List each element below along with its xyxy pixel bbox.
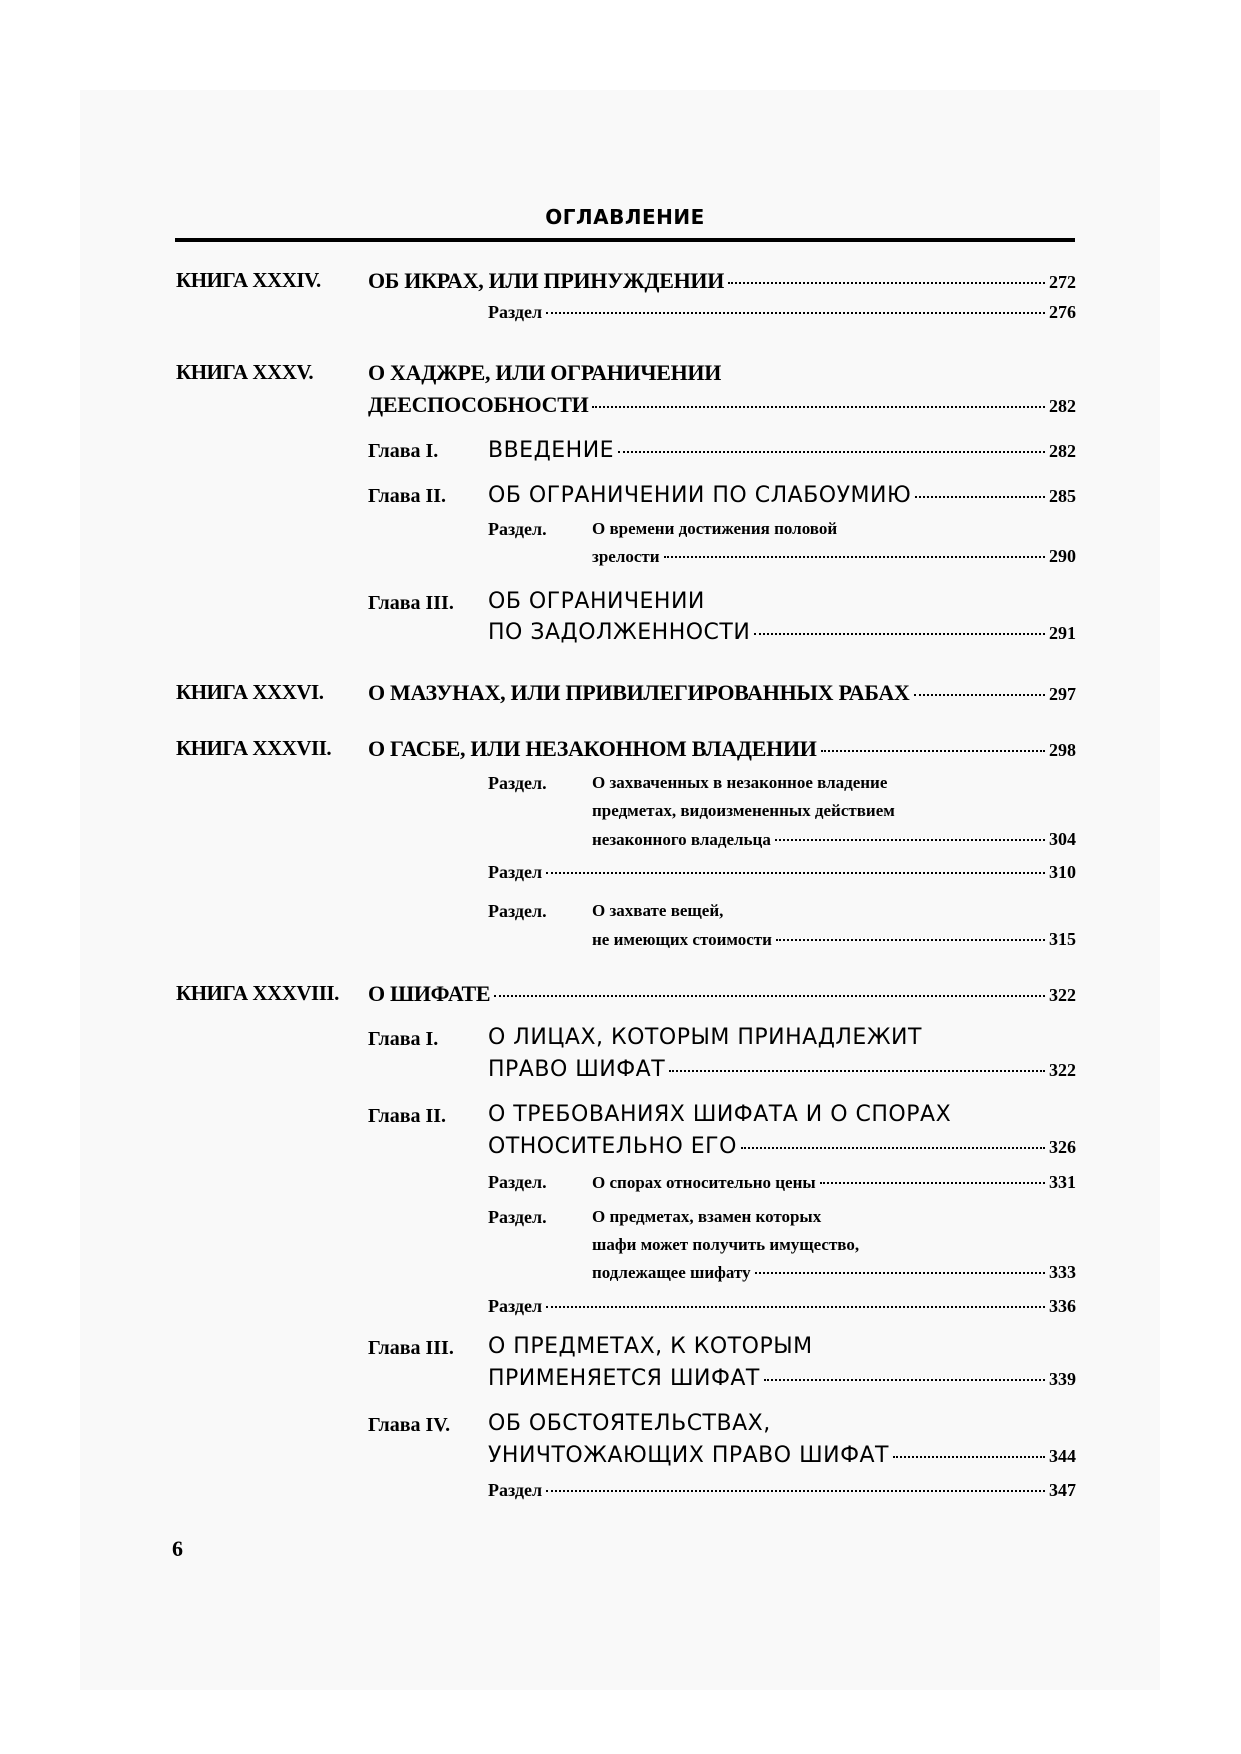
toc-entry: зрелости 290 [592,546,1076,566]
book-label: КНИГА XXXVII. [176,736,332,760]
toc-entry: О ГАСБЕ, ИЛИ НЕЗАКОННОМ ВЛАДЕНИИ 298 [368,736,1076,761]
chapter-label: Глава I. [368,1028,439,1050]
book-label: КНИГА XXXVIII. [176,981,339,1005]
toc-entry: незаконного владельца 304 [592,829,1076,849]
chapter-label: Глава III. [368,1337,454,1359]
toc-entry: О ШИФАТЕ 322 [368,981,1076,1006]
book-label: КНИГА XXXIV. [176,268,321,292]
toc-entry: ВВЕДЕНИЕ 282 [488,438,1076,463]
chapter-label: Глава III. [368,592,454,614]
toc-entry: Раздел 276 [488,302,1076,322]
toc-entry: Раздел 310 [488,862,1076,882]
toc-entry: подлежащее шифату 333 [592,1262,1076,1282]
chapter-label: Глава IV. [368,1414,451,1436]
book-label: КНИГА XXXV. [176,360,314,384]
toc-entry: Раздел 347 [488,1480,1076,1500]
toc-entry: ДЕЕСПОСОБНОСТИ 282 [368,392,1076,417]
section-label: Раздел. [488,519,547,539]
page-title: ОГЛАВЛЕНИЕ [545,205,705,229]
chapter-label: Глава II. [368,1105,447,1127]
toc-entry: УНИЧТОЖАЮЩИХ ПРАВО ШИФАТ 344 [488,1443,1076,1468]
toc-entry: ПРИМЕНЯЕТСЯ ШИФАТ 339 [488,1366,1076,1391]
book-label: КНИГА XXXVI. [176,680,324,704]
toc-entry: ОБ ИКРАХ, ИЛИ ПРИНУЖДЕНИИ 272 [368,268,1076,293]
page-number: 6 [172,1536,183,1561]
toc-entry: Раздел 336 [488,1296,1076,1316]
header-rule [175,238,1075,242]
section-label: Раздел. [488,773,547,793]
toc-entry: О спорах относительно цены 331 [592,1172,1076,1192]
toc-entry: ПРАВО ШИФАТ 322 [488,1057,1076,1082]
toc-entry: ОБ ОГРАНИЧЕНИИ ПО СЛАБОУМИЮ 285 [488,483,1076,508]
toc-entry: ПО ЗАДОЛЖЕННОСТИ 291 [488,620,1076,645]
chapter-label: Глава II. [368,485,447,507]
chapter-label: Глава I. [368,440,439,462]
section-label: Раздел. [488,1207,547,1227]
toc-entry: ОТНОСИТЕЛЬНО ЕГО 326 [488,1134,1076,1159]
toc-entry: не имеющих стоимости 315 [592,929,1076,949]
section-label: Раздел. [488,1172,547,1192]
toc-entry: О МАЗУНАХ, ИЛИ ПРИВИЛЕГИРОВАННЫХ РАБАХ 297 [368,680,1076,705]
section-label: Раздел. [488,901,547,921]
